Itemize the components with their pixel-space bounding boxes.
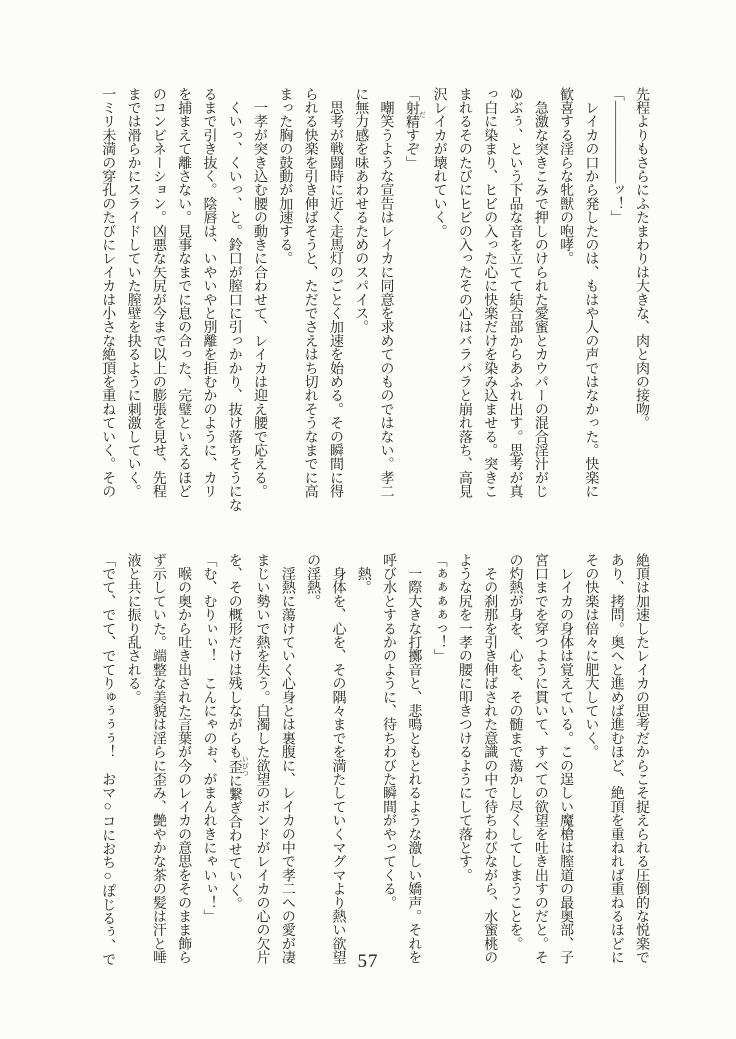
text-line: 歓喜する淫らな牝獣の咆哮。: [558, 87, 574, 266]
text-line: くいっ、くいっ、と。鈴口が膣口に引っかかり、抜け落ちそうにな: [226, 87, 242, 512]
text-line: の灼熱が身を、心を、その髄まで蕩かし尽くしてしまうことを。: [507, 553, 523, 951]
text-line: レイカの口から発したのは、もはや人の声ではなかった。快楽に: [583, 87, 599, 499]
text-line: まじい勢いで熱を失う。白濁した欲望のボンドがレイカの心の欠片: [254, 553, 270, 965]
text-line: 熱。: [355, 553, 371, 595]
text-line: られる快楽を引き伸ばそうと、ただでさえはち切れそうなまでに高: [302, 87, 318, 499]
text-line: 先程よりもさらにふたまわりは大きな、肉と肉の接吻。: [634, 87, 649, 430]
text-line: 宮口までを穿つように貫いて、すべての欲望を吐き出すのだと。そ: [532, 553, 548, 965]
text-line: 「でて、でて、でてりゅぅぅぅ！ おマ○コにおち○ぽじるぅ、で: [100, 553, 116, 967]
text-block-bottom: [95, 553, 654, 979]
text-line: 「ぁぁぁぁっ！」: [431, 553, 447, 663]
page-number: 57: [357, 951, 379, 972]
text-line: ような尻を一孝の腰に叩きつけるようにして落とす。: [456, 553, 472, 882]
text-line: 喉の奥から吐き出された言葉が今のレイカの意思をそのまま飾ら: [176, 553, 192, 965]
text-line: その刹那を引き伸ばされた意識の中で待ちわびながら、水蜜桃の: [482, 553, 498, 965]
text-line: 身体を、心を、その隅々までを満たしていくマグマより熱い欲望: [330, 553, 346, 965]
text-line: ず示していた。端整な美貌は淫らに歪み、艶やかな茶の髪は汗と唾: [150, 553, 166, 965]
text-line: 淫熱に蕩けていく心身とは裏腹に、レイカの中で孝二への愛が凄: [279, 553, 295, 965]
text-line: 一ミリ未満の穿孔のたびにレイカは小さな絶頂を重ねていく。その: [100, 87, 116, 499]
text-block-top: [95, 87, 654, 513]
text-line: 「射精 だすぞ」: [403, 87, 427, 170]
text-line: るまで引き抜く。陰唇は、いやいやと別離を拒むかのように、カリ: [201, 87, 217, 499]
text-line: を捕まえて離さない。見事なまでに息の合った、完璧といえるほど: [176, 87, 192, 499]
text-line: 一際大きな打擲音と、悲鳴ともとれるような激しい嬌声。それを: [406, 553, 422, 965]
text-line: 嘲笑うような宣告はレイカに同意を求めてのものではない。孝二: [378, 87, 394, 499]
text-line: あり、拷問。奥へと進めば進むほど、絶頂を重ねれば重ねるほどに: [608, 553, 624, 965]
text-line: っ白に染まり、ヒビの入った心に快楽だけを染み込ませる。突きこ: [482, 87, 498, 499]
text-line: までは滑らかにスライドしていた膣壁を抉るように刺激していく。: [125, 87, 141, 499]
ruby-annotated-word: 歪 いびつ: [226, 755, 250, 777]
text-line: 一孝が突き込む腰の動きに合わせて、レイカは迎え腰で応える。: [252, 87, 268, 499]
text-line: ゆぶぅ、という下品な音を立てて結合部からあふれ出す。思考が真: [507, 87, 523, 499]
text-line: 呼び水とするかのように、待ちわびた瞬間がやってくる。: [381, 553, 397, 910]
text-line: 急激な突きこみで押しのけられた愛蜜とカウパーの混合淫汁がじ: [532, 87, 548, 499]
text-line: 液と共に振り乱される。: [125, 553, 141, 704]
text-line: レイカの身体は覚えている。この逞しい魔槍は膣道の最奥部、子: [558, 553, 574, 965]
ruby-annotated-word: 射精 だ: [403, 100, 427, 129]
text-line: その快楽は倍々に肥大していく。: [583, 553, 599, 759]
text-line: 「む、むりぃぃ！ こんにゃのぉ、がまんれきにゃいぃ！」: [201, 553, 217, 923]
text-line: 沢レイカが壊れていく。: [431, 87, 447, 238]
text-line: 絶頂は加速したレイカの思考だからこそ捉えられる圧倒的な悦楽で: [634, 553, 649, 965]
text-line: まれるそのたびにヒビの入ったその心はバラバラと崩れ落ち、高見: [456, 87, 472, 499]
text-line: のコンビネーション。凶悪な矢尻が今まで以上の膨張を見せ、先程: [150, 87, 166, 499]
text-line: 「――――――ッ！」: [608, 87, 624, 225]
text-line: を、その概形だけは残しながらも歪 いびつに繋ぎ合わせていく。: [226, 553, 250, 911]
text-line: に無力感を味あわせるためのスパイス。: [353, 87, 369, 334]
text-line: の淫熱。: [305, 553, 321, 608]
text-line: まった胸の鼓動が加速する。: [277, 87, 293, 266]
text-line: 思考が戦闘時に近く走馬灯のごとく加速を始める。その瞬間に得: [327, 87, 343, 499]
